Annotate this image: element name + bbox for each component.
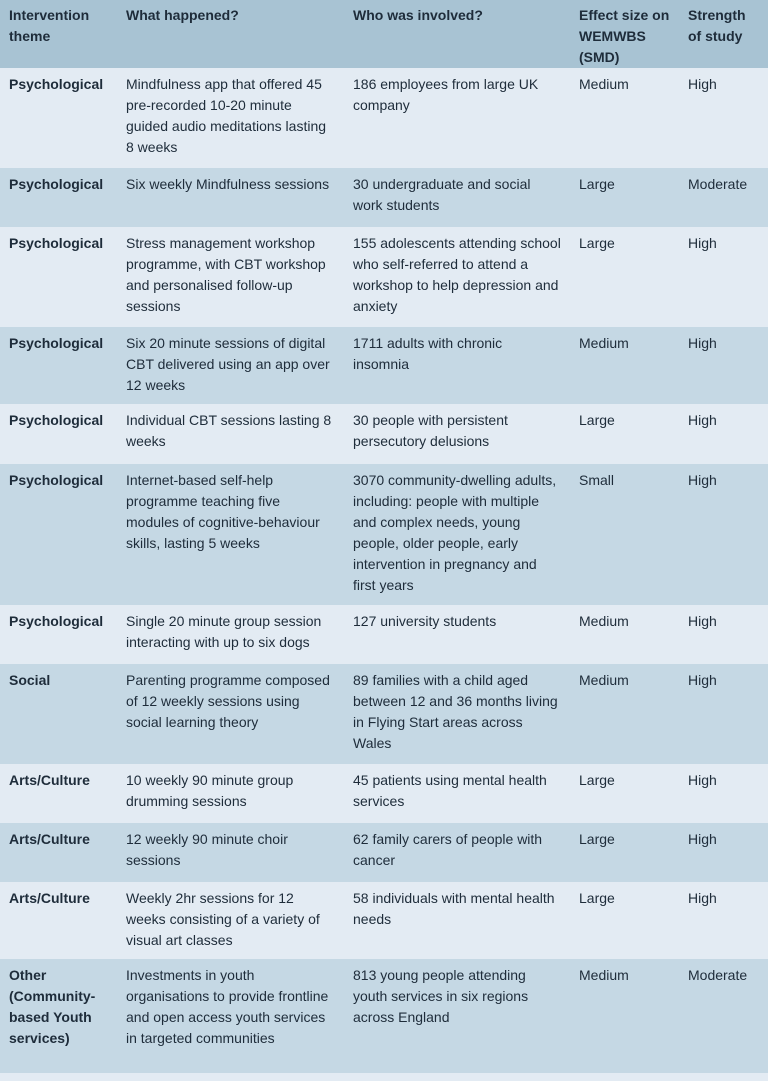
effect-size-cell: Large bbox=[570, 404, 679, 464]
table-row bbox=[0, 327, 768, 404]
who-involved-cell: 155 adolescents attending school who self-referred to attend a workshop to help depression and anxiety bbox=[344, 227, 570, 327]
strength-cell: High bbox=[679, 327, 768, 404]
header-what-happened: What happened? bbox=[117, 0, 344, 68]
effect-size-cell: Large bbox=[570, 168, 679, 227]
what-happened-cell: Parenting programme composed of 12 weekly sessions using social learning theory bbox=[117, 664, 344, 764]
who-involved-cell: 58 individuals with mental health needs bbox=[344, 882, 570, 959]
what-happened-cell: Single 20 minute group session interacting with up to six dogs bbox=[117, 605, 344, 664]
what-happened-cell: Weekly 2hr sessions for 12 weeks consisting of a variety of visual art classes bbox=[117, 882, 344, 959]
table-row bbox=[0, 882, 768, 959]
what-happened-cell: Six 20 minute sessions of digital CBT delivered using an app over 12 weeks bbox=[117, 327, 344, 404]
intervention-theme-cell: Arts/Culture bbox=[0, 764, 117, 823]
table-row bbox=[0, 605, 768, 664]
intervention-theme-cell: Psychological bbox=[0, 227, 117, 327]
strength-cell: High bbox=[679, 823, 768, 882]
what-happened-cell: Mindfulness app that offered 45 pre-recorded 10-20 minute guided audio meditations lasting 8 weeks bbox=[117, 68, 344, 168]
strength-cell: High bbox=[679, 68, 768, 168]
table-row bbox=[0, 664, 768, 764]
table-row bbox=[0, 404, 768, 464]
table-row bbox=[0, 823, 768, 882]
intervention-theme-cell: Arts/Culture bbox=[0, 882, 117, 959]
strength-cell: Moderate bbox=[679, 168, 768, 227]
table-row bbox=[0, 227, 768, 327]
intervention-theme-cell: Psychological bbox=[0, 404, 117, 464]
header-intervention-theme: Intervention theme bbox=[0, 0, 117, 68]
who-involved-cell: 30 undergraduate and social work students bbox=[344, 168, 570, 227]
intervention-theme-cell: Psychological bbox=[0, 168, 117, 227]
intervention-theme-cell: Psychological bbox=[0, 605, 117, 664]
effect-size-cell: Medium bbox=[570, 605, 679, 664]
intervention-theme-cell: Social bbox=[0, 664, 117, 764]
what-happened-cell: Stress management workshop programme, with CBT workshop and personalised follow-up sessions bbox=[117, 227, 344, 327]
who-involved-cell: 62 family carers of people with cancer bbox=[344, 823, 570, 882]
effect-size-cell: Medium bbox=[570, 327, 679, 404]
what-happened-cell: 10 weekly 90 minute group drumming sessions bbox=[117, 764, 344, 823]
what-happened-cell: 12 weekly 90 minute choir sessions bbox=[117, 823, 344, 882]
intervention-theme-cell: Arts/Culture bbox=[0, 823, 117, 882]
what-happened-cell: Individual CBT sessions lasting 8 weeks bbox=[117, 404, 344, 464]
who-involved-cell: 89 families with a child aged between 12 and 36 months living in Flying Start areas across Wales bbox=[344, 664, 570, 764]
table-row bbox=[0, 464, 768, 605]
what-happened-cell: Internet-based self-help programme teaching five modules of cognitive-behaviour skills, lasting 5 weeks bbox=[117, 464, 344, 605]
header-effect-size: Effect size on WEMWBS (SMD) bbox=[570, 0, 679, 68]
what-happened-cell: Six weekly Mindfulness sessions bbox=[117, 168, 344, 227]
who-involved-cell: 186 employees from large UK company bbox=[344, 68, 570, 168]
effect-size-cell: Large bbox=[570, 823, 679, 882]
who-involved-cell: 30 people with persistent persecutory delusions bbox=[344, 404, 570, 464]
intervention-theme-cell: Psychological bbox=[0, 327, 117, 404]
table-row bbox=[0, 764, 768, 823]
intervention-theme-cell: Other (Community-based Youth services) bbox=[0, 959, 117, 1073]
strength-cell: High bbox=[679, 664, 768, 764]
strength-cell: High bbox=[679, 605, 768, 664]
table-row bbox=[0, 168, 768, 227]
who-involved-cell: 813 young people attending youth services in six regions across England bbox=[344, 959, 570, 1073]
effect-size-cell: Medium bbox=[570, 68, 679, 168]
effect-size-cell: Large bbox=[570, 764, 679, 823]
who-involved-cell: 45 patients using mental health services bbox=[344, 764, 570, 823]
strength-cell: High bbox=[679, 764, 768, 823]
strength-cell: Moderate bbox=[679, 959, 768, 1073]
who-involved-cell: 1711 adults with chronic insomnia bbox=[344, 327, 570, 404]
header-strength: Strength of study bbox=[679, 0, 768, 68]
who-involved-cell: 127 university students bbox=[344, 605, 570, 664]
effect-size-cell: Small bbox=[570, 464, 679, 605]
strength-cell: High bbox=[679, 464, 768, 605]
header-row bbox=[0, 0, 768, 68]
effect-size-cell: Large bbox=[570, 882, 679, 959]
header-who-involved: Who was involved? bbox=[344, 0, 570, 68]
what-happened-cell: Investments in youth organisations to provide frontline and open access youth services in targeted communities bbox=[117, 959, 344, 1073]
table-row bbox=[0, 959, 768, 1073]
strength-cell: High bbox=[679, 882, 768, 959]
effect-size-cell: Medium bbox=[570, 664, 679, 764]
effect-size-cell: Medium bbox=[570, 959, 679, 1073]
effect-size-cell: Large bbox=[570, 227, 679, 327]
strength-cell: High bbox=[679, 404, 768, 464]
intervention-theme-cell: Psychological bbox=[0, 464, 117, 605]
intervention-theme-cell: Psychological bbox=[0, 68, 117, 168]
table-row bbox=[0, 68, 768, 168]
strength-cell: High bbox=[679, 227, 768, 327]
who-involved-cell: 3070 community-dwelling adults, including: people with multiple and complex needs, young people, older people, early intervention in pregnancy and first years bbox=[344, 464, 570, 605]
